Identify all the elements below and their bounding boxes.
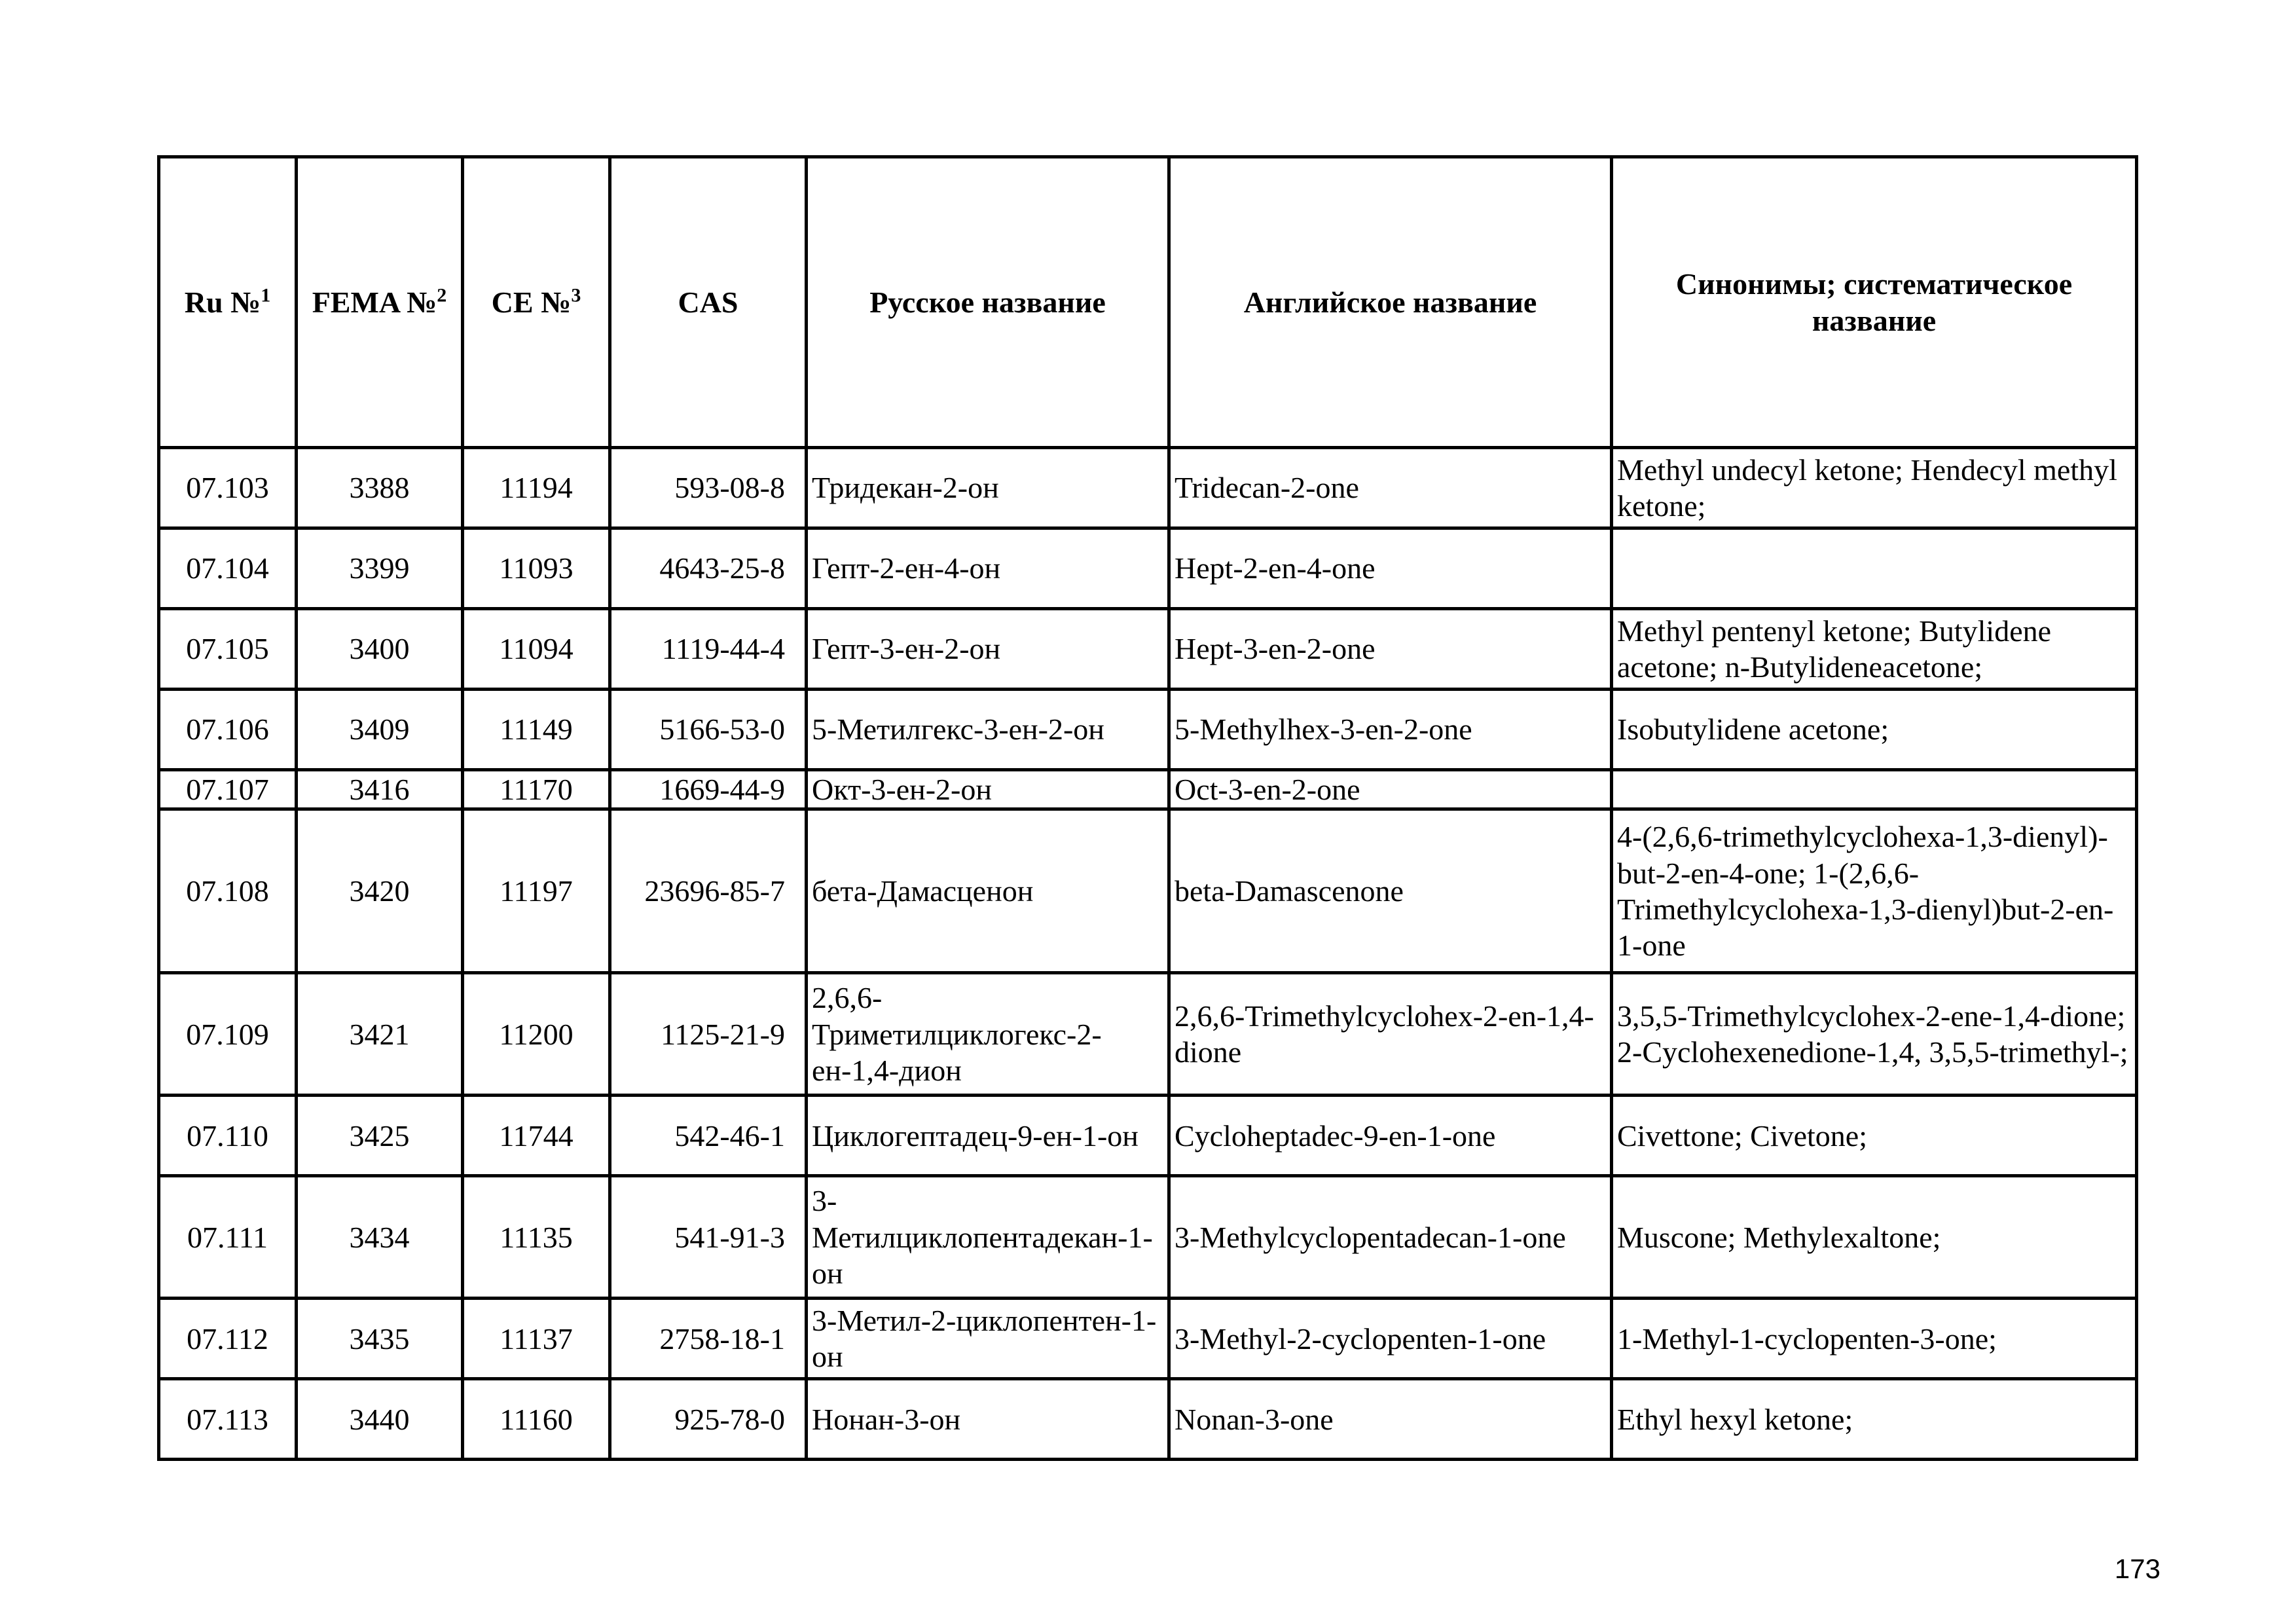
cell-ce-no: 11137 — [463, 1299, 610, 1379]
cell-fema-no: 3440 — [297, 1379, 463, 1460]
cell-russian-name: 3-Метилциклопентадекан-1-он — [807, 1176, 1169, 1299]
cell-russian-name: Гепт-3-ен-2-он — [807, 609, 1169, 690]
cell-russian-name: Циклогептадец-9-ен-1-он — [807, 1096, 1169, 1176]
cell-russian-name: 3-Метил-2-циклопентен-1-он — [807, 1299, 1169, 1379]
cell-russian-name: 5-Метилгекс-3-ен-2-он — [807, 690, 1169, 770]
cell-synonyms — [1612, 528, 2137, 609]
cell-fema-no: 3420 — [297, 809, 463, 973]
cell-ce-no: 11194 — [463, 448, 610, 528]
cell-ru-no: 07.111 — [159, 1176, 297, 1299]
cell-cas: 542-46-1 — [610, 1096, 807, 1176]
header-ce-no: CE №$^3$ — [463, 157, 610, 448]
cell-cas: 593-08-8 — [610, 448, 807, 528]
cell-synonyms — [1612, 770, 2137, 809]
cell-fema-no: 3434 — [297, 1176, 463, 1299]
cell-fema-no: 3400 — [297, 609, 463, 690]
page-number: 173 — [2114, 1553, 2160, 1584]
cell-english-name: 2,6,6-Trimethylcyclohex-2-en-1,4-dione — [1169, 973, 1612, 1096]
cell-fema-no: 3435 — [297, 1299, 463, 1379]
cell-english-name: Hept-2-en-4-one — [1169, 528, 1612, 609]
cell-english-name: 3-Methyl-2-cyclopenten-1-one — [1169, 1299, 1612, 1379]
cell-cas: 4643-25-8 — [610, 528, 807, 609]
table-row — [159, 809, 2137, 973]
cell-fema-no: 3421 — [297, 973, 463, 1096]
cell-ru-no: 07.105 — [159, 609, 297, 690]
cell-russian-name: Нонан-3-он — [807, 1379, 1169, 1460]
cell-russian-name: 2,6,6-Триметилциклогекс-2-ен-1,4-дион — [807, 973, 1169, 1096]
cell-synonyms: 3,5,5-Trimethylcyclohex-2-ene-1,4-dione; 2-Cyclohexenedione-1,4, 3,5,5-trimethyl-; — [1612, 973, 2137, 1096]
cell-synonyms: Muscone; Methylexaltone; — [1612, 1176, 2137, 1299]
cell-fema-no: 3425 — [297, 1096, 463, 1176]
cell-ce-no: 11170 — [463, 770, 610, 809]
cell-synonyms: Isobutylidene acetone; — [1612, 690, 2137, 770]
cell-english-name: Nonan-3-one — [1169, 1379, 1612, 1460]
cell-fema-no: 3416 — [297, 770, 463, 809]
cell-ru-no: 07.103 — [159, 448, 297, 528]
cell-english-name: 3-Methylcyclopentadecan-1-one — [1169, 1176, 1612, 1299]
cell-english-name: Hept-3-en-2-one — [1169, 609, 1612, 690]
cell-ce-no: 11200 — [463, 973, 610, 1096]
cell-ru-no: 07.112 — [159, 1299, 297, 1379]
cell-ce-no: 11093 — [463, 528, 610, 609]
cell-fema-no: 3409 — [297, 690, 463, 770]
cell-synonyms: Methyl pentenyl ketone; Butylidene acetone; n-Butylideneacetone; — [1612, 609, 2137, 690]
cell-cas: 1669-44-9 — [610, 770, 807, 809]
cell-fema-no: 3399 — [297, 528, 463, 609]
table-row — [159, 1379, 2137, 1460]
cell-cas: 5166-53-0 — [610, 690, 807, 770]
cell-cas: 23696-85-7 — [610, 809, 807, 973]
header-ru-no: Ru №$^1$ — [159, 157, 297, 448]
table-row — [159, 609, 2137, 690]
cell-english-name: Oct-3-en-2-one — [1169, 770, 1612, 809]
cell-ce-no: 11744 — [463, 1096, 610, 1176]
cell-ru-no: 07.106 — [159, 690, 297, 770]
cell-cas: 541-91-3 — [610, 1176, 807, 1299]
cell-russian-name: Тридекан-2-он — [807, 448, 1169, 528]
table-row — [159, 1096, 2137, 1176]
cell-synonyms: Ethyl hexyl ketone; — [1612, 1379, 2137, 1460]
table-row — [159, 528, 2137, 609]
cell-russian-name: Окт-3-ен-2-он — [807, 770, 1169, 809]
cell-russian-name: бета-Дамасценон — [807, 809, 1169, 973]
cell-ce-no: 11160 — [463, 1379, 610, 1460]
cell-english-name: Cycloheptadec-9-en-1-one — [1169, 1096, 1612, 1176]
table-row — [159, 1176, 2137, 1299]
cell-ru-no: 07.104 — [159, 528, 297, 609]
table-row — [159, 973, 2137, 1096]
table-row — [159, 448, 2137, 528]
cell-ru-no: 07.109 — [159, 973, 297, 1096]
cell-synonyms: Methyl undecyl ketone; Hendecyl methyl ketone; — [1612, 448, 2137, 528]
cell-ce-no: 11149 — [463, 690, 610, 770]
cell-ce-no: 11135 — [463, 1176, 610, 1299]
table-row — [159, 690, 2137, 770]
header-fema-no: FEMA №$^2$ — [297, 157, 463, 448]
cell-ru-no: 07.107 — [159, 770, 297, 809]
cell-english-name: beta-Damascenone — [1169, 809, 1612, 973]
cell-english-name: Tridecan-2-one — [1169, 448, 1612, 528]
cell-ru-no: 07.110 — [159, 1096, 297, 1176]
flavouring-substances-table — [157, 155, 2138, 1461]
cell-english-name: 5-Methylhex-3-en-2-one — [1169, 690, 1612, 770]
cell-cas: 1125-21-9 — [610, 973, 807, 1096]
cell-cas: 1119-44-4 — [610, 609, 807, 690]
header-russian-name: Русское название — [807, 157, 1169, 448]
table-row — [159, 1299, 2137, 1379]
table-header-row — [159, 157, 2137, 448]
header-cas: CAS — [610, 157, 807, 448]
cell-synonyms: Civettone; Civetone; — [1612, 1096, 2137, 1176]
cell-ru-no: 07.108 — [159, 809, 297, 973]
header-synonyms: Синонимы; систематическое название — [1612, 157, 2137, 448]
table-body — [159, 448, 2137, 1460]
cell-cas: 2758-18-1 — [610, 1299, 807, 1379]
cell-cas: 925-78-0 — [610, 1379, 807, 1460]
cell-synonyms: 1-Methyl-1-cyclopenten-3-one; — [1612, 1299, 2137, 1379]
cell-ru-no: 07.113 — [159, 1379, 297, 1460]
cell-fema-no: 3388 — [297, 448, 463, 528]
cell-ce-no: 11094 — [463, 609, 610, 690]
cell-russian-name: Гепт-2-ен-4-он — [807, 528, 1169, 609]
cell-ce-no: 11197 — [463, 809, 610, 973]
header-english-name: Английское название — [1169, 157, 1612, 448]
table-row — [159, 770, 2137, 809]
cell-synonyms: 4-(2,6,6-trimethylcyclohexa-1,3-dienyl)-but-2-en-4-one; 1-(2,6,6-Trimethylcyclohexa-1,3-dienyl)but-2-en-1-one — [1612, 809, 2137, 973]
